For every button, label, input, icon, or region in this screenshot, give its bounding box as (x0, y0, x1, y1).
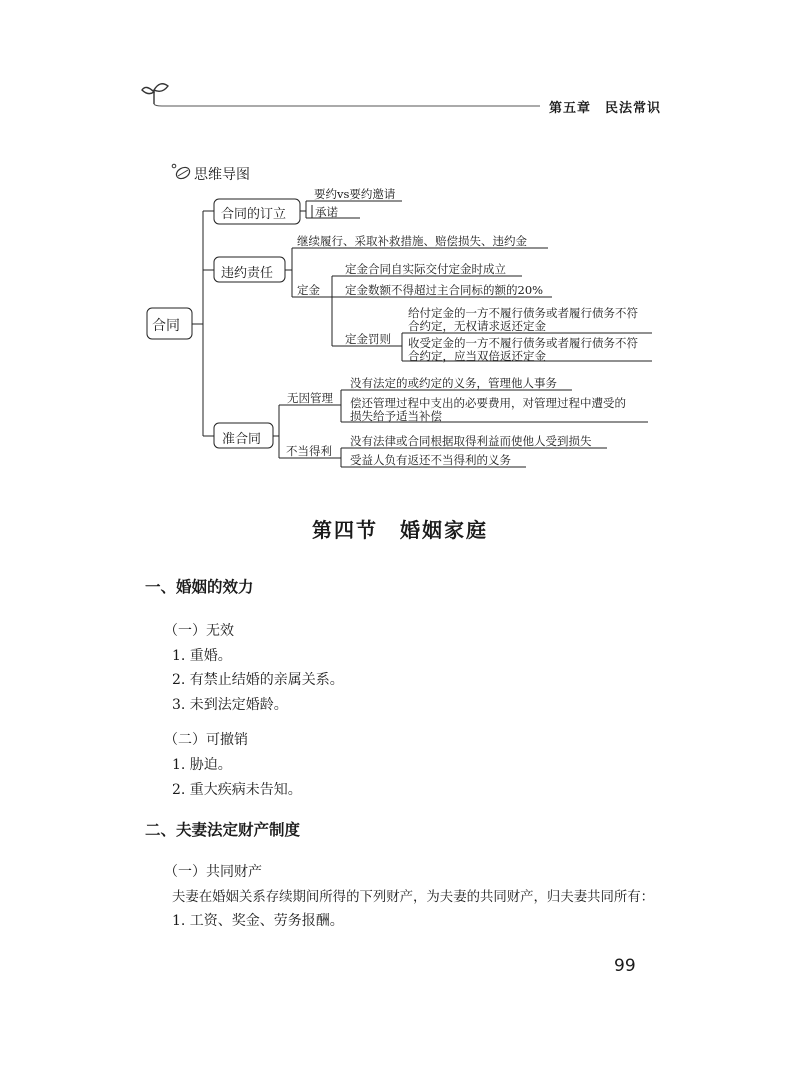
part2-sub1-heading: （一）共同财产 (164, 864, 262, 880)
section-title: 第四节 婚姻家庭 (312, 518, 488, 542)
unjust-leaf2: 受益人负有返还不当得利的义务 (350, 453, 511, 467)
formation-leaf-offer: 要约vs要约邀请 (314, 187, 396, 201)
part1-heading: 一、婚姻的效力 (145, 578, 254, 596)
part2-heading: 二、夫妻法定财产制度 (145, 821, 301, 839)
unjust-label: 不当得利 (286, 444, 332, 458)
unjust-leaf1: 没有法律或合同根据取得利益而使他人受到损失 (350, 434, 592, 448)
deposit-leaf-formed: 定金合同自实际交付定金时成立 (345, 262, 506, 276)
nmg-leaf2-line1: 偿还管理过程中支出的必要费用，对管理过程中遭受的 (350, 396, 626, 410)
part1-sub2-heading: （二）可撤销 (164, 732, 248, 748)
deposit-label: 定金 (297, 283, 320, 297)
part1-sub2-item-1: 1. 胁迫。 (172, 757, 232, 773)
quasi-label: 准合同 (222, 432, 262, 447)
nmg-leaf1: 没有法定的或约定的义务，管理他人事务 (350, 376, 557, 390)
mind-map-root: 合同 (152, 318, 180, 334)
part1-sub2-item-2: 2. 重大疾病未告知。 (172, 782, 302, 798)
mind-map-connectors (0, 0, 800, 500)
mind-map-title: 思维导图 (194, 167, 250, 183)
chapter-header: 第五章 民法常识 (549, 101, 662, 116)
part2-sub1-item-1: 1. 工资、奖金、劳务报酬。 (172, 913, 344, 929)
penalty-leaf1-line2: 合约定，无权请求返还定金 (408, 319, 546, 333)
deposit-leaf-limit: 定金数额不得超过主合同标的额的20% (345, 283, 544, 297)
part2-sub1-paragraph: 夫妻在婚姻关系存续期间所得的下列财产，为夫妻的共同财产，归夫妻共同所有： (172, 890, 655, 905)
penalty-leaf2-line2: 合约定，应当双倍返还定金 (408, 349, 546, 363)
part1-sub1-item-2: 2. 有禁止结婚的亲属关系。 (172, 672, 344, 688)
liability-label: 违约责任 (221, 266, 274, 281)
penalty-label: 定金罚则 (345, 332, 391, 346)
nmg-leaf2-line2: 损失给予适当补偿 (350, 409, 442, 423)
penalty-leaf1-line1: 给付定金的一方不履行债务或者履行债务不符 (408, 306, 638, 320)
nmg-label: 无因管理 (287, 391, 333, 405)
liability-leaf-remedies: 继续履行、采取补救措施、赔偿损失、违约金 (297, 234, 527, 248)
penalty-leaf2-line1: 收受定金的一方不履行债务或者履行债务不符 (408, 336, 638, 350)
part1-sub1-heading: （一）无效 (164, 623, 234, 639)
page-number: 99 (614, 956, 636, 976)
part1-sub1-item-1: 1. 重婚。 (172, 648, 232, 664)
formation-label: 合同的订立 (221, 207, 287, 222)
formation-leaf-acceptance: 承诺 (315, 205, 338, 219)
part1-sub1-item-3: 3. 未到法定婚龄。 (172, 697, 288, 713)
